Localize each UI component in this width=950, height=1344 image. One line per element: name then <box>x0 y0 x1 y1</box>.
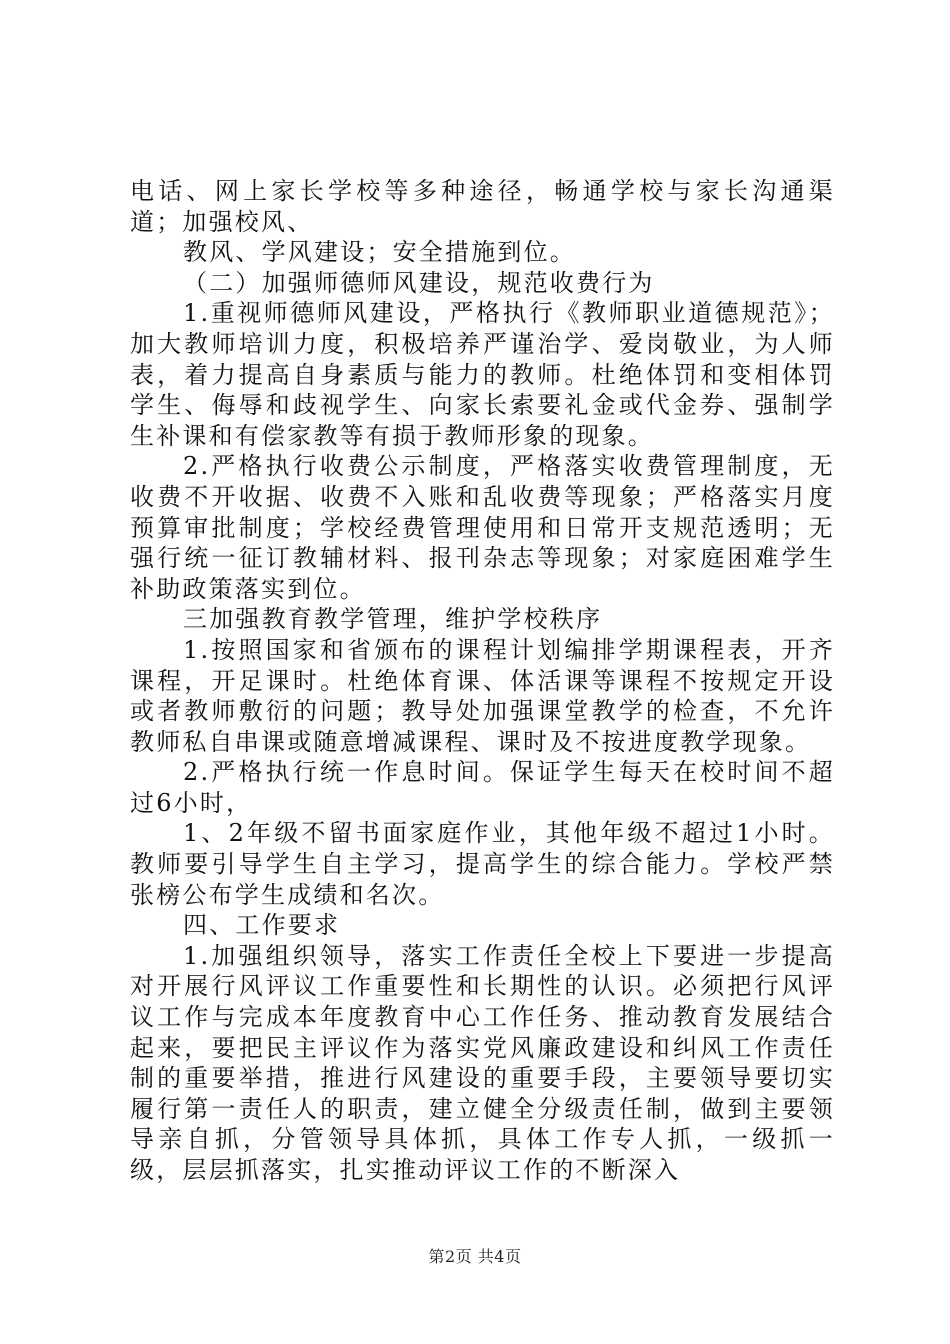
section-heading-2: （二）加强师德师风建设，规范收费行为 <box>183 268 655 297</box>
paragraph-teacher-ethics: 1.重视师德师风建设，严格执行《教师职业道德规范》；加大教师培训力度，积极培养严谨治学、爱岗敬业，为人师表，着力提高自身素质与能力的教师。杜绝体罚和变相体罚学生、侮辱和歧视学生、向家长索要礼金或代金券、强制学生补课和有偿家教等有损于教师形象的现象。 <box>130 299 835 450</box>
document-body <box>130 176 835 1186</box>
paragraph-leadership: 1.加强组织领导，落实工作责任全校上下要进一步提高对开展行风评议工作重要性和长期性的认识。必须把行风评议工作与完成本年度教育中心工作任务、推动教育发展结合起来，要把民主评议作为落实党风廉政建设和纠风工作责任制的重要举措，推进行风建设的重要手段，主要领导要切实履行第一责任人的职责，建立健全分级责任制，做到主要领导亲自抓，分管领导具体抓，具体工作专人抓，一级抓一级，层层抓落实，扎实推动评议工作的不断深入 <box>130 941 835 1184</box>
paragraph-1: 电话、网上家长学校等多种途径，畅通学校与家长沟通渠道；加强校风、 <box>130 177 835 236</box>
paragraph-2: 教风、学风建设；安全措施到位。 <box>183 238 576 267</box>
page-footer <box>0 1247 950 1267</box>
paragraph-curriculum: 1.按照国家和省颁布的课程计划编排学期课程表，开齐课程，开足课时。杜绝体育课、体活课等课程不按规定开设或者教师敷衍的问题；教导处加强课堂教学的检查，不允许教师私自串课或随意增减课程、课时及不按进度教学现象。 <box>130 635 835 756</box>
section-heading-4: 四、工作要求 <box>183 911 341 940</box>
paragraph-fees: 2.严格执行收费公示制度，严格落实收费管理制度，无收费不开收据、收费不入账和乱收费等现象；严格落实月度预算审批制度；学校经费管理使用和日常开支规范透明；无强行统一征订教辅材料、报刊杂志等现象；对家庭困难学生补助政策落实到位。 <box>130 452 835 603</box>
paragraph-homework: 1、2年级不留书面家庭作业，其他年级不超过1小时。教师要引导学生自主学习，提高学生的综合能力。学校严禁张榜公布学生成绩和名次。 <box>130 819 835 909</box>
page-number-label: 第2页 共4页 <box>428 1247 522 1266</box>
section-heading-3: 三加强教育教学管理，维护学校秩序 <box>183 605 603 634</box>
paragraph-schedule: 2.严格执行统一作息时间。保证学生每天在校时间不超过6小时， <box>130 758 835 817</box>
